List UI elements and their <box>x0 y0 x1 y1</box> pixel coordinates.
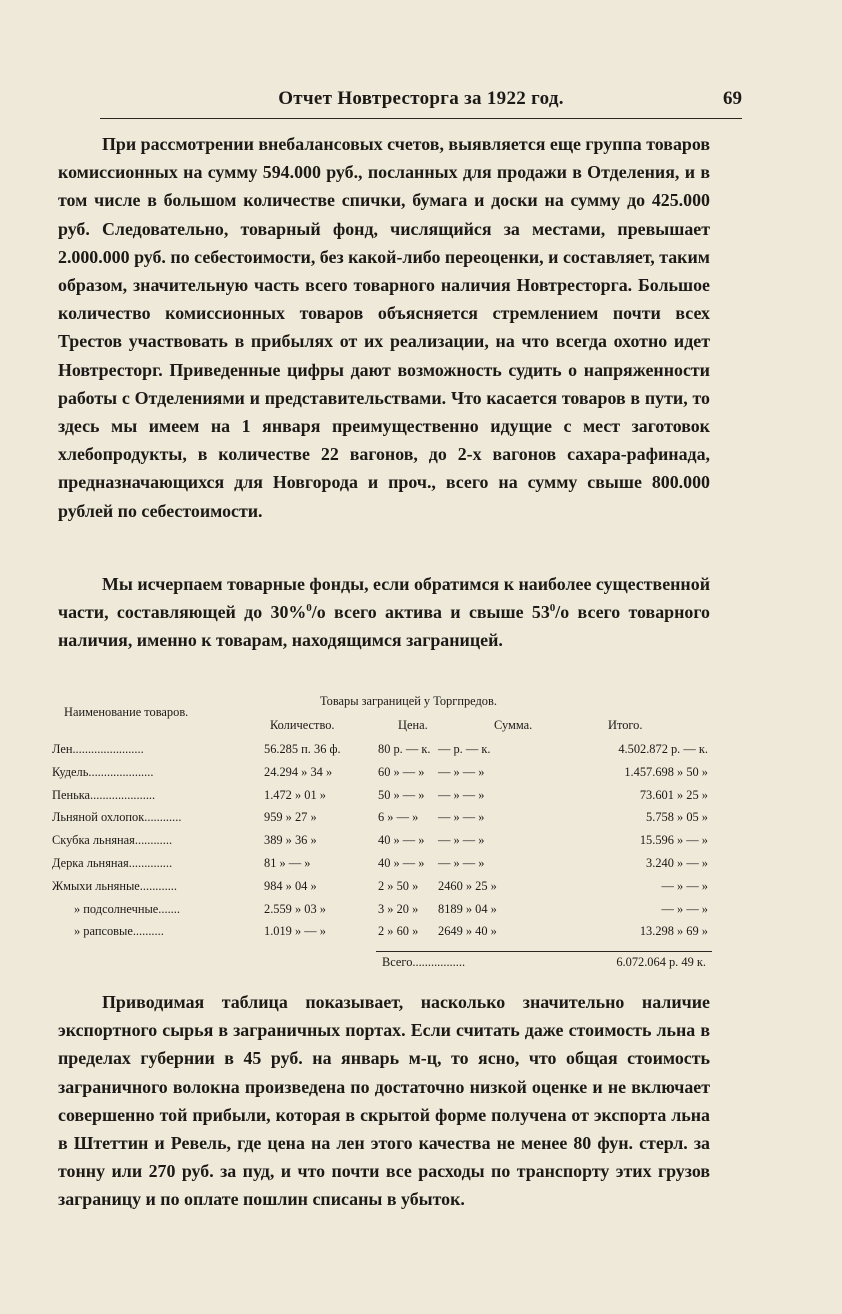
degree-sign-2: 0 <box>549 602 556 615</box>
cell-name: » рапсовые.......... <box>74 924 164 939</box>
paragraph-3: Приводимая таблица показывает, насколько значительно наличие экспортного сырья в заграничных портах. Если считать даже стоимость льна в пределах губернии в 45 руб. на январь м-ц, то ясно, что общая стоимость заграничного волокна произведена по достаточно низкой оценке и не включает совершенно той прибыли, которая в скрытой форме получена от экспорта льна в Штеттин и Ревель, где цена на лен этого качества не менее 80 фун. стерл. за тонну или 270 руб. за пуд, и что почти все расходы по транспорту этих грузов заграницу и по оплате пошлин списаны в убыток. <box>58 992 710 1210</box>
cell-sum: — » — » <box>438 764 485 779</box>
cell-price: 6 » — » <box>378 810 419 825</box>
cell-quantity: 56.285 п. 36 ф. <box>264 742 341 756</box>
page-number: 69 <box>723 88 742 109</box>
total-rule <box>376 951 712 952</box>
cell-sum: — » — » <box>438 833 485 848</box>
cell-name: Льняной охлопок............ <box>52 810 182 825</box>
cell-quantity: 24.294 » 34 » <box>264 764 333 779</box>
cell-name: Кудель..................... <box>52 764 154 779</box>
cell-name: Лен....................... <box>52 742 144 756</box>
cell-total: 15.596 » — » <box>639 833 708 848</box>
cell-sum: — » — » <box>438 810 485 825</box>
cell-total: 3.240 » — » <box>646 856 708 870</box>
cell-price: 3 » 20 » <box>378 901 419 916</box>
cell-total: 73.601 » 25 » <box>639 787 708 802</box>
column-header-name: Наименование товаров. <box>64 705 189 719</box>
cell-price: 2 » 50 » <box>378 878 419 893</box>
paragraph-2-middle: всего актива и свыше 53 <box>325 602 550 623</box>
cell-quantity: 984 » 04 » <box>264 878 317 893</box>
percent-o: /о <box>311 602 326 623</box>
column-header-quantity: Количество. <box>270 718 335 732</box>
cell-sum: — » — » <box>438 856 485 870</box>
cell-sum: — » — » <box>438 787 485 802</box>
percent-o-2: /о <box>555 602 570 623</box>
cell-price: 60 » — » <box>378 764 425 779</box>
table-row <box>52 742 712 762</box>
degree-sign: 0 <box>306 602 312 615</box>
table-caption: Товары заграницей у Торгпредов. <box>320 694 497 708</box>
cell-name: Дерка льняная.............. <box>52 856 173 870</box>
cell-quantity: 1.472 » 01 » <box>264 787 326 802</box>
cell-sum: — р. — к. <box>438 742 491 756</box>
cell-sum: 8189 » 04 » <box>438 901 497 916</box>
cell-price: 2 » 60 » <box>378 924 419 939</box>
table-row <box>52 765 712 785</box>
cell-sum: 2460 » 25 » <box>438 878 497 893</box>
table-row <box>52 833 712 853</box>
table-row <box>52 902 712 922</box>
cell-quantity: 389 » 36 » <box>264 833 317 848</box>
paragraph-1: При рассмотрении внебалансовых счетов, выявляется еще группа товаров комиссионных на сумму 594.000 руб., посланных для продажи в Отделения, и в том числе в большом количестве спички, бумага и доски на сумму до 425.000 руб. Следовательно, товарный фонд, числящийся за местами, превышает 2.000.000 руб. по себестоимости, без какой-либо переоценки, и составляет, таким образом, значительную часть всего товарного наличия Новтресторга. Большое количество комиссионных товаров объясняется стремлением почти всех Трестов участвовать в прибылях от их реализации, на что всегда охотно идет Новтресторг. Приведенные цифры дают возможность судить о напряженности работы с Отделениями и представительствами. Что касается товаров в пути, то здесь мы имеем на 1 января преимущественно идущие с мест заготовок хлебопродукты, в количестве 22 вагонов, до 2-х вагонов сахара-рафинада, предназначающихся для Новгорода и проч., всего на сумму свыше 800.000 рублей по себестоимости. <box>58 134 710 521</box>
total-label: Всего................. <box>382 955 466 969</box>
table-row <box>52 924 712 944</box>
table-row <box>52 788 712 808</box>
cell-quantity: 2.559 » 03 » <box>264 901 326 916</box>
cell-name: » подсолнечные....... <box>74 901 180 916</box>
cell-price: 50 » — » <box>378 787 425 802</box>
cell-total: 13.298 » 69 » <box>639 924 708 939</box>
cell-price: 40 » — » <box>378 833 425 848</box>
paragraph-2-start: Мы исчерпаем товарные фонды, если обратимся к наиболее существенной части, составляющей до 30% <box>58 574 710 623</box>
cell-total: — » — » <box>661 901 708 916</box>
cell-name: Пенька..................... <box>52 787 156 802</box>
column-header-price: Цена. <box>398 718 428 732</box>
table-row <box>52 810 712 830</box>
total-value: 6.072.064 р. 49 к. <box>616 955 706 969</box>
cell-price: 40 » — » <box>378 856 425 870</box>
cell-name: Скубка льняная............ <box>52 833 173 848</box>
cell-total: 1.457.698 » 50 » <box>624 764 708 779</box>
cell-total: — » — » <box>661 878 708 893</box>
cell-name: Жмыхи льняные............ <box>52 878 177 893</box>
cell-quantity: 81 » — » <box>264 856 311 870</box>
column-header-sum: Сумма. <box>494 718 533 732</box>
paragraph-2-end: всего товарного наличия, именно к товарам, находящимся заграницей. <box>58 602 710 651</box>
cell-sum: 2649 » 40 » <box>438 924 497 939</box>
table-row <box>52 856 712 876</box>
cell-total: 5.758 » 05 » <box>646 810 708 825</box>
cell-total: 4.502.872 р. — к. <box>618 742 708 756</box>
column-header-total: Итого. <box>608 718 643 732</box>
header-title: Отчет Новтресторга за 1922 год. <box>278 88 564 109</box>
cell-quantity: 959 » 27 » <box>264 810 317 825</box>
cell-price: 80 р. — к. <box>378 742 431 756</box>
cell-quantity: 1.019 » — » <box>264 924 326 939</box>
running-header <box>100 84 742 119</box>
paragraph-2 <box>58 570 710 655</box>
table-row <box>52 879 712 899</box>
